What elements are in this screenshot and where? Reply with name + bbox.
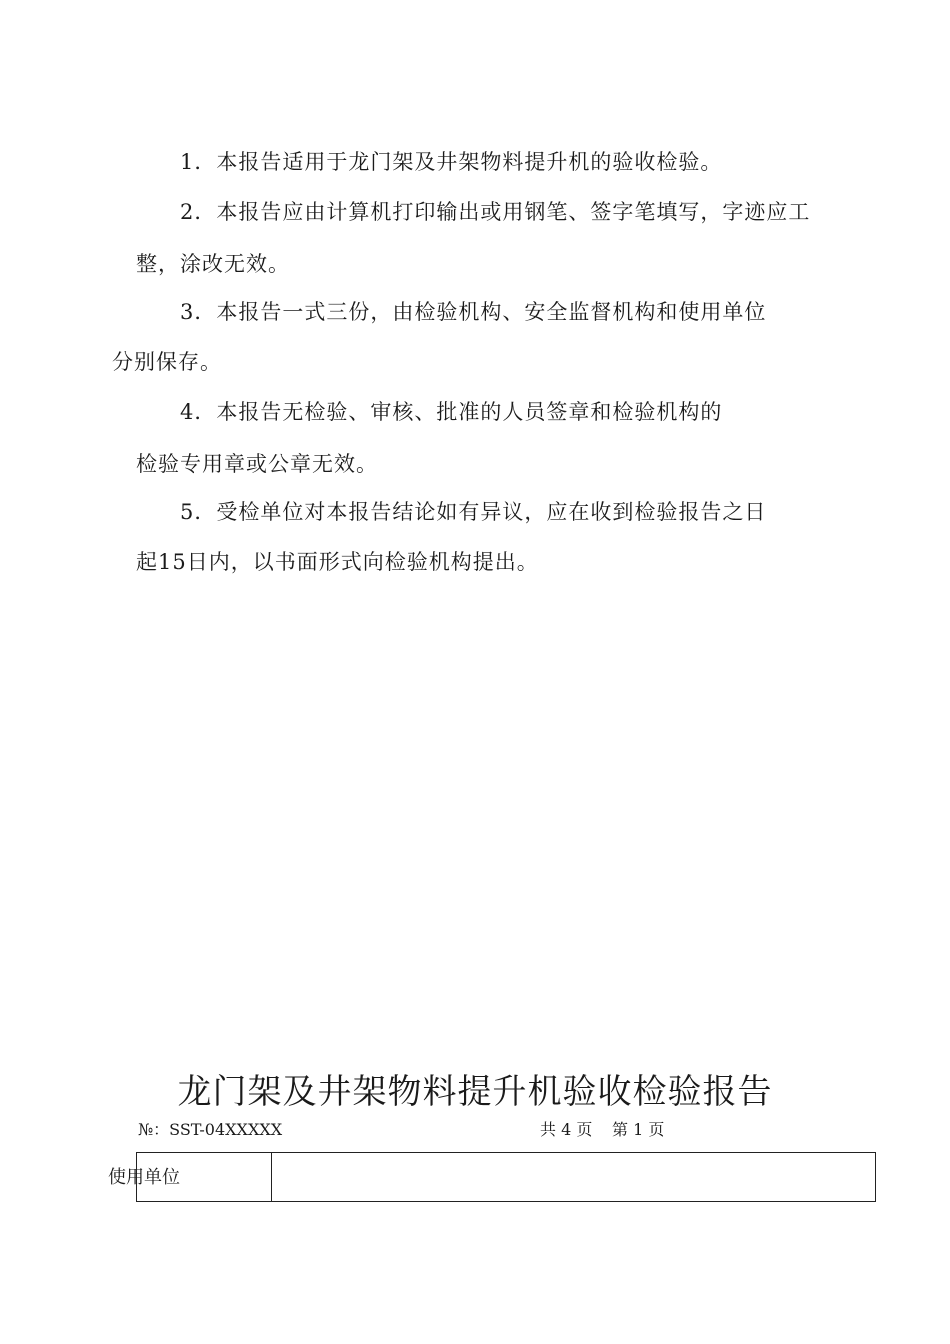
info-table xyxy=(136,1152,876,1202)
note-line-1: 1．本报告适用于龙门架及井架物料提升机的验收检验。 xyxy=(180,150,723,174)
total-pages: 共 4 页 xyxy=(540,1120,593,1139)
note-line-5: 5．受检单位对本报告结论如有异议，应在收到检验报告之日 xyxy=(180,500,767,524)
note-line-3-continued: 分别保存。 xyxy=(112,350,222,374)
user-unit-value-cell[interactable] xyxy=(272,1153,875,1201)
report-title: 龙门架及井架物料提升机验收检验报告 xyxy=(177,1072,773,1112)
note-line-2: 2．本报告应由计算机打印输出或用钢笔、签字笔填写，字迹应工 xyxy=(180,200,811,224)
current-page: 第 1 页 xyxy=(612,1120,665,1139)
note-line-2-continued: 整，涂改无效。 xyxy=(136,252,290,276)
note-line-4-continued: 检验专用章或公章无效。 xyxy=(136,452,378,476)
note-line-3: 3．本报告一式三份，由检验机构、安全监督机构和使用单位 xyxy=(180,300,767,324)
note-line-5-continued: 起15日内，以书面形式向检验机构提出。 xyxy=(136,550,539,574)
report-number: №：SST-04XXXXX xyxy=(138,1120,283,1139)
note-line-4: 4．本报告无检验、审核、批准的人员签章和检验机构的 xyxy=(180,400,723,424)
user-unit-label: 使用单位 xyxy=(108,1167,180,1188)
